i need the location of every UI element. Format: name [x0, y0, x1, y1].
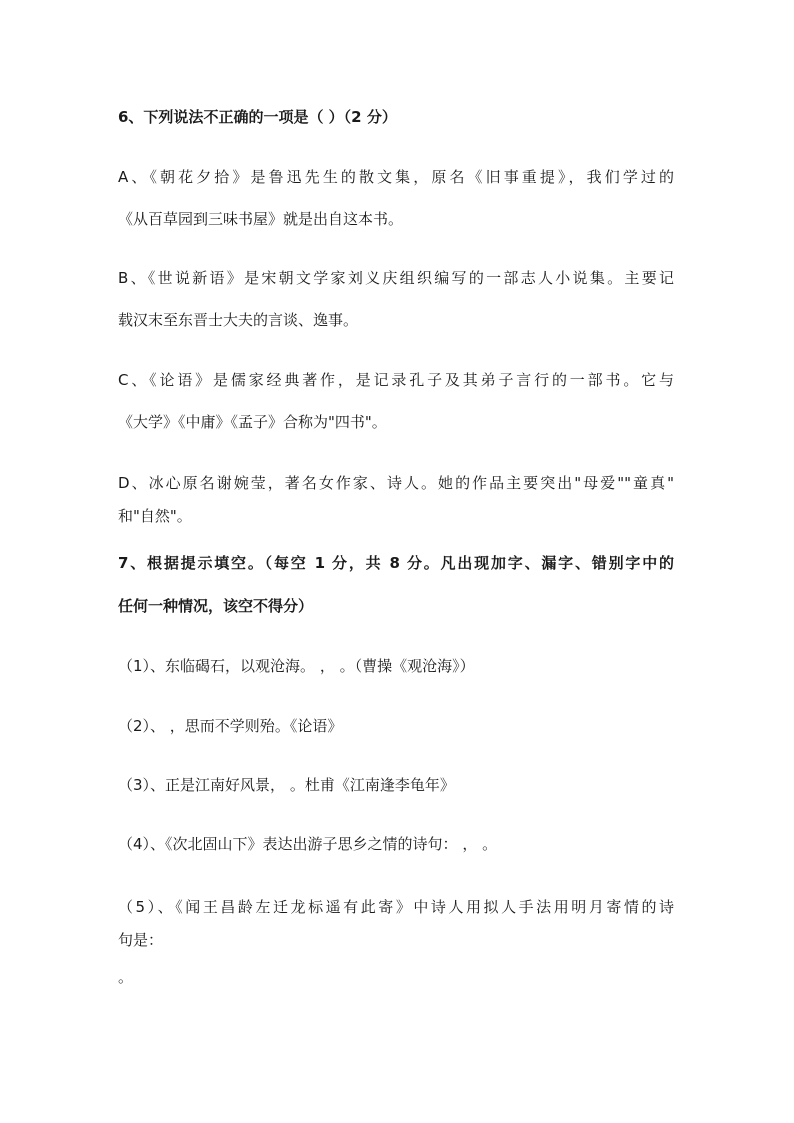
q7-item-5-line-1: （5）、《闻王昌龄左迁龙标遥有此寄》中诗人用拟人手法用明月寄情的诗 — [118, 898, 674, 916]
q7-item-4: （4）、《次北固山下》表达出游子思乡之情的诗句： ， 。 — [118, 835, 498, 853]
q6-option-b-line-2: 载汉末至东晋士大夫的言谈、逸事。 — [118, 311, 359, 329]
q7-item-5-line-2: 句是： — [118, 931, 164, 949]
q6-option-b-line-1: B、《世说新语》是宋朝文学家刘义庆组织编写的一部志人小说集。主要记 — [118, 269, 674, 287]
q6-option-c-line-1: C、《论语》是儒家经典著作，是记录孔子及其弟子言行的一部书。它与 — [118, 371, 674, 389]
question-7-title-line-1: 7、根据提示填空。（每空 1 分，共 8 分。凡出现加字、漏字、错别字中的 — [118, 554, 674, 572]
q6-option-c-line-2: 《大学》《中庸》《孟子》合称为"四书"。 — [118, 413, 387, 431]
q7-item-2: （2）、 ，思而不学则殆。《论语》 — [118, 717, 343, 735]
q6-option-d-line-2: 和"自然"。 — [118, 507, 192, 525]
q6-option-a-line-1: A、《朝花夕拾》是鲁迅先生的散文集，原名《旧事重提》，我们学过的 — [118, 168, 674, 186]
question-7-title-line-2: 任何一种情况，该空不得分） — [118, 597, 314, 615]
q7-item-5-line-3: 。 — [118, 968, 134, 986]
q7-item-1: （1）、东临碣石，以观沧海。 ， 。（曹操《观沧海》） — [118, 657, 475, 675]
question-6-title: 6、下列说法不正确的一项是（ ）（2 分） — [118, 108, 397, 126]
q6-option-a-line-2: 《从百草园到三味书屋》就是出自这本书。 — [118, 210, 404, 228]
q7-item-3: （3）、正是江南好风景， 。杜甫《江南逢李龟年》 — [118, 776, 455, 794]
q6-option-d-line-1: D、冰心原名谢婉莹，著名女作家、诗人。她的作品主要突出"母爱""童真" — [118, 474, 674, 492]
